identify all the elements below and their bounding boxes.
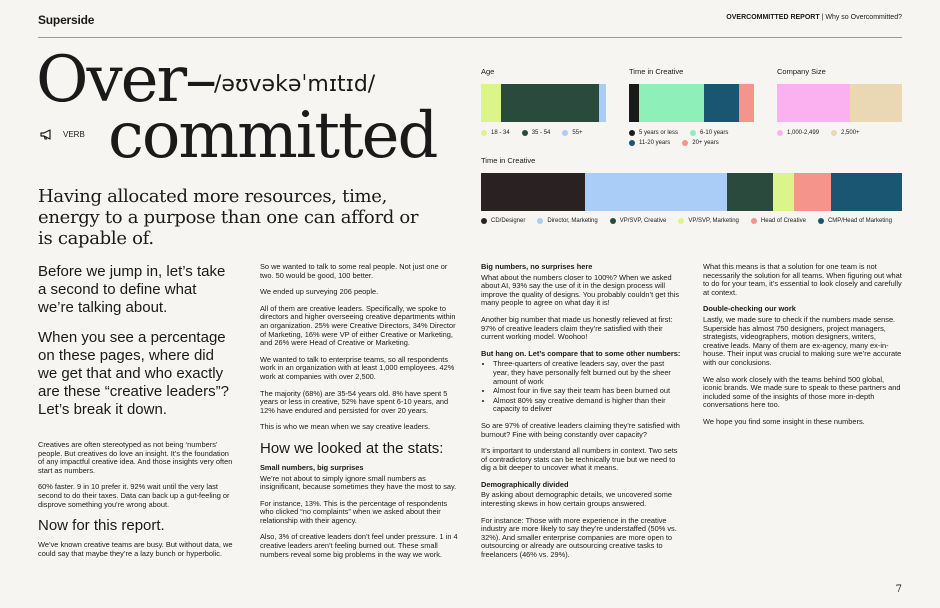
legend (777, 130, 902, 136)
column-1 (38, 263, 234, 566)
subheading: Double-checking our work (703, 304, 796, 314)
bar-segment (599, 84, 606, 122)
chart-title: Time in Creative (481, 156, 536, 165)
paragraph: Lastly, we made sure to check if the numbers made sense. Superside has almost 750 designers, project managers, strategists, videographers, motion designers, writers, creative leads. Many of them are ex-agency, many ex-in-house. Their input was crucial to making sure we’re accurate with our conclusions. (703, 314, 902, 367)
legend-label: CD/Designer (491, 218, 526, 224)
paragraph: So are 97% of creative leaders claiming they’re satisfied with burnout? Fine with being constantly over capacity? (481, 420, 680, 439)
legend-item (777, 130, 819, 136)
bar-segment (585, 173, 727, 211)
phonetic: /əʊvəkəˈmɪtɪd/ (214, 72, 376, 97)
paragraph: We wanted to talk to enterprise teams, so all respondents work in an organization with at least 1,000 employees. 42% work at companies with over 2,500. (260, 354, 455, 381)
paragraph: We also work closely with the teams behind 500 global, iconic brands. We made sure to speak to these partners and included some of the insights of those more in-depth conversations here too. (703, 374, 901, 410)
legend-item (818, 218, 892, 224)
legend-item (481, 218, 525, 224)
paragraph: By asking about demographic details, we uncovered some interesting skews in how certain groups answered. (481, 490, 673, 509)
legend-item (682, 140, 719, 146)
page-number: 7 (895, 584, 902, 595)
legend-label: 18 - 34 (491, 130, 510, 136)
column-2 (260, 263, 460, 567)
paragraph: Another big number that made us honestly relieved at first: 97% of creative leaders claim they’re satisfied with their current working model. Woohoo! (481, 314, 673, 342)
megaphone-icon[interactable] (40, 129, 53, 140)
legend-label: 6-10 years (700, 130, 729, 136)
subheading: But hang on. Let’s compare that to some other numbers: (481, 348, 681, 358)
legend-item (522, 130, 551, 136)
legend-swatch (682, 140, 688, 146)
legend-swatch (690, 130, 696, 136)
legend-swatch (537, 218, 543, 224)
stacked-bar (481, 173, 902, 211)
paragraph: We’re not about to simply ignore small numbers as insignificant, because sometimes they have the most to say. (260, 473, 457, 492)
lead-heading-2: When you see a percentage on these pages, where did we get that and who exactly are these “creative leaders”? Let’s break it down. (38, 329, 229, 418)
legend-swatch (818, 218, 824, 224)
legend-swatch (777, 130, 783, 136)
subheading: Small numbers, big surprises (260, 462, 364, 472)
paragraph: For instance: Those with more experience in the creative industry are more likely to say they’re understaffed (50% vs. 32%). And smaller enterprise companies are more open to outsourcing or already are outsourcing creative tasks to freelancers (46% vs. 29%). (481, 515, 677, 560)
legend-label: 2,500+ (841, 130, 860, 136)
bar-segment (481, 173, 585, 211)
column-3 (481, 263, 681, 568)
bar-segment (704, 84, 739, 122)
paragraph: We’ve known creative teams are busy. But without data, we could say that maybe they’re a lazy bunch or hyperbolic. (38, 540, 233, 558)
legend-swatch (522, 130, 528, 136)
bar-segment (481, 84, 501, 122)
stacked-bar (777, 84, 902, 122)
list-item: • Almost four in five say their team has been burned out (493, 387, 681, 396)
legend-swatch (610, 218, 616, 224)
paragraph: So we wanted to talk to some real people. Not just one or two. 50 would be good, 100 better. (260, 262, 448, 280)
headword-line2: committed (108, 99, 437, 173)
section-heading: How we looked at the stats: (260, 439, 444, 457)
column-4 (703, 263, 903, 435)
legend-item (678, 218, 739, 224)
legend (481, 130, 606, 136)
legend-label: VP/SVP, Marketing (688, 218, 739, 224)
legend-label: Director, Marketing (547, 218, 598, 224)
paragraph: What this means is that a solution for one team is not necessarily the solution for all teams. When figuring out what to do for your team, it’s essential to look closely and carefully at context. (703, 262, 902, 297)
legend-swatch (481, 130, 487, 136)
chart-role (481, 156, 902, 224)
paragraph: The majority (68%) are 35-54 years old. 8% have spent 5 years or less in creative, 52% have spent 6-10 years, and 12% have endured and persisted for over 20 years. (260, 388, 449, 415)
bar-segment (831, 173, 902, 211)
paragraph: This is who we mean when we say creative leaders. (260, 422, 431, 432)
legend-swatch (678, 218, 684, 224)
paragraph: It’s important to understand all numbers in context. Two sets of contradictory stats can be technically true but we need to dig a bit deeper to uncover what it means. (481, 446, 678, 473)
legend-item (690, 130, 728, 136)
legend-item (610, 218, 667, 224)
legend-swatch (629, 130, 635, 136)
stacked-bar (629, 84, 754, 122)
superside-logo[interactable]: Superside (38, 13, 95, 27)
legend-item (629, 130, 678, 136)
legend (481, 218, 902, 224)
legend-swatch (481, 218, 487, 224)
stacked-bar (481, 84, 606, 122)
legend-label: CMP/Head of Marketing (827, 218, 892, 224)
bar-segment (739, 84, 754, 122)
subheading: Big numbers, no surprises here (481, 262, 593, 271)
legend-label: Head of Creative (760, 218, 806, 224)
legend-swatch (629, 140, 635, 146)
list-item: • Three-quarters of creative leaders say, over the past year, they have personally felt burned out by the sheer amount of work (493, 360, 681, 386)
legend-swatch (562, 130, 568, 136)
paragraph: 60% faster. 9 in 10 prefer it. 92% wait until the very last second to do their taxes. Data can back up a gut-feeling or disprove something you’re wrong about. (38, 482, 230, 509)
bar-segment (629, 84, 639, 122)
paragraph: For instance, 13%. This is the percentage of respondents who clicked “no complaints” when we asked about their relationship with their agency. (260, 498, 448, 525)
chart-age (481, 67, 606, 136)
bar-segment (501, 84, 599, 122)
definition: Having allocated more resources, time, energy to a purpose than one can afford or is capable of. (38, 186, 419, 249)
legend-label: 11-20 years (639, 140, 671, 146)
report-header: OVERCOMMITTED REPORT | Why so Overcommitted? (726, 14, 902, 21)
legend-label: VP/SVP, Creative (619, 218, 667, 224)
legend-label: 5 years or less (639, 130, 679, 136)
legend-item (481, 130, 510, 136)
bar-segment (639, 84, 704, 122)
part-of-speech: VERB (40, 129, 85, 140)
legend-item (562, 130, 582, 136)
bar-segment (794, 173, 832, 211)
paragraph: Creatives are often stereotyped as not being ‘numbers’ people. But creatives do love an insight. It’s the foundation of any impactful creative idea. And those insights very often start as numbers. (38, 440, 233, 475)
paragraph: All of them are creative leaders. Specifically, we spoke to directors and higher overseeing creative departments within an organization. 25% were Creative Directors, 34% Director of Marketing, 16% were VP of either Creative or Marketing, and 26% were Head of Creative or Marketing. (260, 303, 456, 348)
list-item: • Almost 80% say creative demand is higher than their capacity to deliver (493, 397, 681, 414)
headword-line1: Over– (36, 43, 216, 117)
bar-segment (773, 173, 794, 211)
subheading: Demographically divided (481, 479, 569, 489)
bullet-list (481, 360, 681, 414)
lead-heading-1: Before we jump in, let’s take a second to define what we’re talking about. (38, 263, 226, 316)
bar-segment (777, 84, 850, 122)
legend-item (537, 218, 597, 224)
legend-swatch (751, 218, 757, 224)
chart-company-size (777, 67, 902, 136)
paragraph: We hope you find some insight in these numbers. (703, 416, 865, 426)
paragraph: Also, 3% of creative leaders don’t feel under pressure. 1 in 4 creative leaders aren’t feeling burned out. These small numbers reveal some big problems in the way we work. (260, 532, 458, 559)
legend-swatch (831, 130, 837, 136)
paragraph: What about the numbers closer to 100%? When we asked about AI, 93% say the use of it in the design process will improve the quality of designs. You probably couldn’t get this many people to agree on what day it is! (481, 272, 680, 308)
chart-title: Time in Creative (629, 67, 684, 76)
legend-item (629, 140, 670, 146)
section-heading: Now for this report. (38, 517, 165, 535)
legend (629, 130, 754, 146)
chart-title: Age (481, 67, 495, 76)
legend-label: 20+ years (692, 140, 719, 146)
header-divider (38, 37, 902, 38)
legend-item (831, 130, 860, 136)
legend-label: 55+ (572, 130, 583, 136)
legend-item (751, 218, 806, 224)
bar-segment (850, 84, 903, 122)
chart-title: Company Size (777, 67, 826, 76)
legend-label: 1,000-2,499 (787, 130, 820, 136)
legend-label: 35 - 54 (531, 130, 551, 136)
bar-segment (727, 173, 773, 211)
paragraph: We ended up surveying 206 people. (260, 287, 379, 297)
chart-time-in-creative (629, 67, 754, 146)
